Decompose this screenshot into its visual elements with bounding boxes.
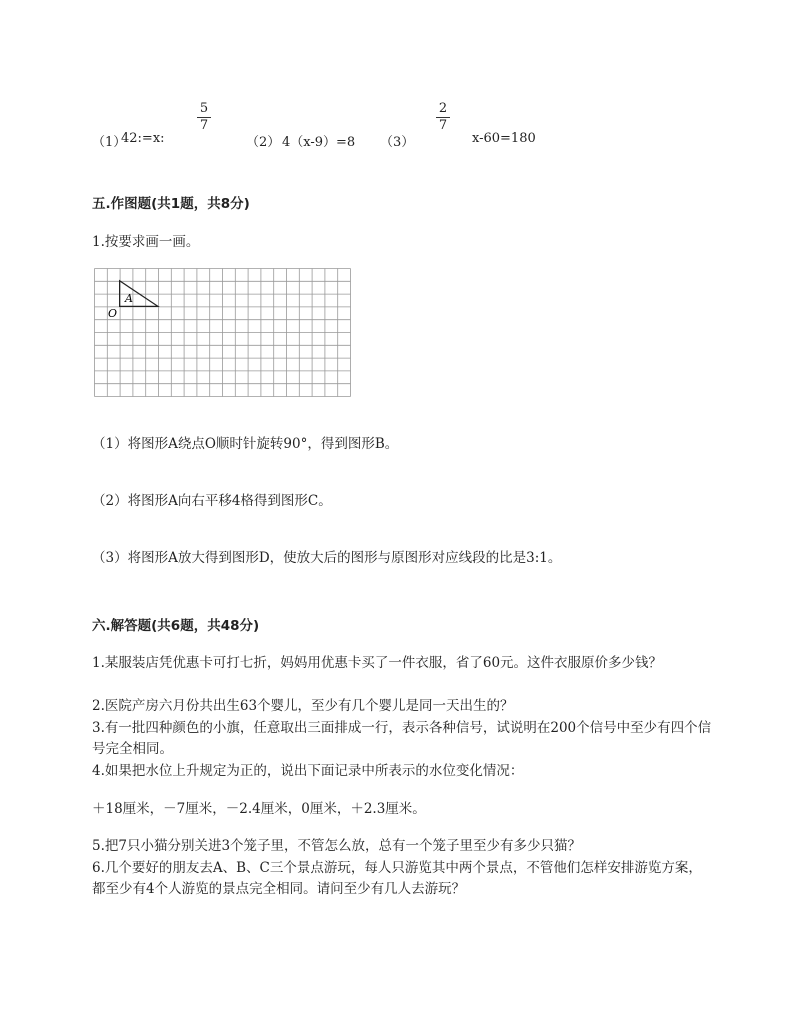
section-6-question-6: 6.几个要好的朋友去A、B、C三个景点游玩，每人只游览其中两个景点，不管他们怎样安排游览方案，都至少有4个人游览的景点完全相同。请问至少有几人去游玩？ xyxy=(92,860,702,897)
equation-1-label: （1） xyxy=(92,135,127,150)
point-label-o: O xyxy=(108,307,118,320)
equation-1-fraction xyxy=(197,102,211,133)
section-6-question-4-values: ＋18厘米，－7厘米，－2.4厘米，0厘米，＋2.3厘米。 xyxy=(92,801,426,817)
section-5-sub-3: （3）将图形A放大得到图形D，使放大后的图形与原图形对应线段的比是3:1。 xyxy=(92,550,562,566)
equation-3-label: （3） xyxy=(380,135,415,150)
fraction-numerator: 2 xyxy=(438,101,448,116)
section-5-sub-1: （1）将图形A绕点O顺时针旋转90°，得到图形B。 xyxy=(92,436,399,452)
equation-2-label: （2） xyxy=(246,135,281,150)
fraction-numerator: 5 xyxy=(199,101,209,116)
section-6-question-4: 4.如果把水位上升规定为正的，说出下面记录中所表示的水位变化情况： xyxy=(92,763,524,779)
section-5-title: 五.作图题(共1题，共8分) xyxy=(92,196,250,212)
fraction-denominator: 7 xyxy=(438,118,448,133)
section-5-sub-2: （2）将图形A向右平移4格得到图形C。 xyxy=(92,493,332,509)
equation-3-text: x-60=180 xyxy=(472,131,536,146)
triangle-label-a: A xyxy=(125,292,133,305)
fraction-denominator: 7 xyxy=(199,118,209,133)
section-6-question-3: 3.有一批四种颜色的小旗，任意取出三面排成一行，表示各种信号，试说明在200个信号中至少有四个信号完全相同。 xyxy=(92,720,712,757)
equation-2-text: 4（x-9）=8 xyxy=(282,135,356,150)
section-6-question-2: 2.医院产房六月份共出生63个婴儿，至少有几个婴儿是同一天出生的？ xyxy=(92,698,514,714)
section-6-title: 六.解答题(共6题，共48分) xyxy=(92,618,260,634)
equation-1-text: 42:=x: xyxy=(121,131,165,146)
drawing-grid xyxy=(94,268,354,400)
section-6-question-5: 5.把7只小猫分别关进3个笼子里，不管怎么放，总有一个笼子里至少有多少只猫？ xyxy=(92,838,582,854)
equation-3-fraction xyxy=(436,102,450,133)
section-6-question-1: 1.某服装店凭优惠卡可打七折，妈妈用优惠卡买了一件衣服，省了60元。这件衣服原价多少钱？ xyxy=(92,655,663,671)
grid-lines xyxy=(95,269,351,397)
section-5-question-1: 1.按要求画一画。 xyxy=(92,234,200,250)
